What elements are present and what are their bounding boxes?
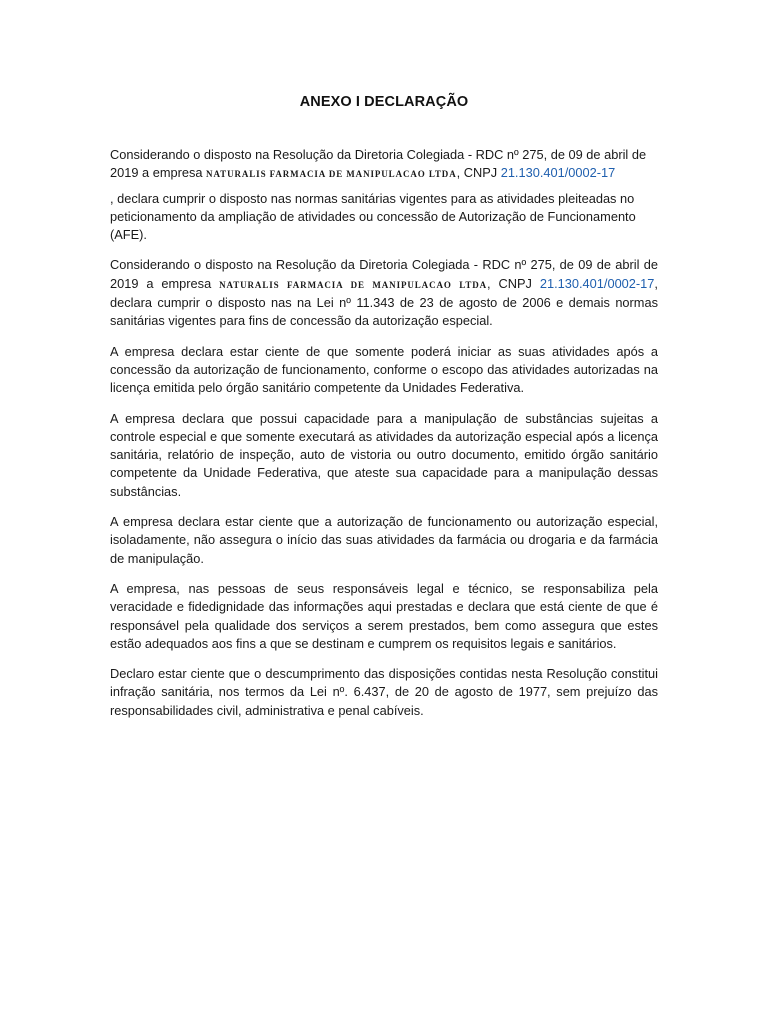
paragraph-3-text-before: Considerando o disposto na Resolução da Diretoria Colegiada - RDC nº 275, de 09 de abril de 2019 a empresa: [110, 257, 658, 291]
paragraph-5: A empresa declara que possui capacidade para a manipulação de substâncias sujeitas a controle especial e que somente executará as atividades da autorização especial após a licença sanitária, relatório de inspeção, auto de vistoria ou outro documento, emitido órgão sanitário competente da Unidade Federativa, que ateste sua capacidade para a manipulação dessas substâncias.: [110, 410, 658, 499]
company-name: NATURALIS FARMACIA DE MANIPULACAO LTDA: [219, 279, 488, 290]
paragraph-2: , declara cumprir o disposto nas normas sanitárias vigentes para as atividades pleiteadas no peticionamento da ampliação de atividades ou concessão de Autorização de Funcionamento (AFE).: [110, 190, 636, 243]
document-title: ANEXO I DECLARAÇÃO: [299, 94, 469, 110]
company-name: NATURALIS FARMACIA DE MANIPULACAO LTDA: [206, 169, 457, 180]
paragraph-7: A empresa, nas pessoas de seus responsáveis legal e técnico, se responsabiliza pela veracidade e fidedignidade das informações aqui prestadas e declara que está ciente de que é responsável pela qualidade dos serviços a serem prestados, bem como assegura que estes estão adequados aos fins a que se destinam e cumprem os requisitos legais e sanitários.: [110, 580, 658, 651]
cnpj-number: 21.130.401/0002-17: [500, 165, 616, 181]
paragraph-1: [110, 146, 658, 184]
paragraph-6: A empresa declara estar ciente que a autorização de funcionamento ou autorização especial, isoladamente, não assegura o início das suas atividades da farmácia ou drogaria e da farmácia de manipulação.: [110, 514, 658, 566]
paragraph-1-text-before: Considerando o disposto na Resolução da Diretoria Colegiada - RDC nº 275, de 09 de abril de 2019 a empresa: [110, 147, 647, 181]
paragraph-3-text-mid: , CNPJ: [487, 275, 540, 291]
paragraph-3: [110, 256, 658, 330]
paragraph-4: A empresa declara estar ciente de que somente poderá iniciar as suas atividades após a concessão da autorização de funcionamento, conforme o escopo das atividades autorizadas na licença emitida pelo órgão sanitário competente da Unidades Federativa.: [110, 343, 658, 396]
paragraph-8: Declaro estar ciente que o descumprimento das disposições contidas nesta Resolução constitui infração sanitária, nos termos da Lei nº. 6.437, de 20 de agosto de 1977, sem prejuízo das responsabilidades civil, administrativa e penal cabíveis.: [110, 666, 658, 718]
paragraph-3-text-after: , declara cumprir o disposto nas na Lei nº 11.343 de 23 de agosto de 2006 e demais normas sanitárias vigentes para fins de concessão da autorização especial.: [110, 275, 658, 329]
cnpj-number: 21.130.401/0002-17: [539, 275, 655, 291]
paragraph-1-text-mid: , CNPJ: [456, 165, 501, 181]
